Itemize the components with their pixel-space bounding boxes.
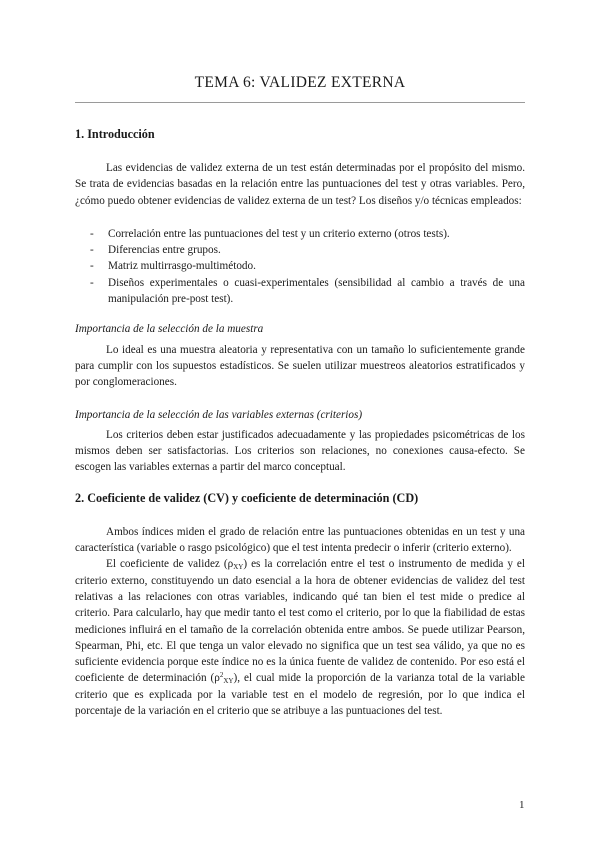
section-2-paragraph-2 — [75, 556, 525, 719]
text-run: ) es la correlación entre el test o instrumento de medida y el criterio externo, constituyendo un dato esencial a la hora de obtener evidencias de validez del test relativas a las relaciones con otras variables, indicando qué tan bien el test mide o predice al criterio. Para calcularlo, hay que medir tanto el test como el criterio, por lo que la fiabilidad de estas mediciones influirá en el tamaño de la correlación obtenida entre ambos. Se puede utilizar Pearson, Spearman, Phi, etc. El que tenga un valor elevado no significa que un test sea válido, ya que no es suficiente evidencia porque este índice no es la única fuente de validez de contenido. Por eso está el coeficiente de determinación ( — [75, 558, 526, 685]
list-item: - Matriz multirrasgo-multimétodo. — [75, 258, 525, 274]
page-number: 1 — [519, 799, 525, 811]
subscript: XY — [223, 677, 234, 686]
section-2-paragraph-1: Ambos índices miden el grado de relación entre las puntuaciones obtenidas en un test y una característica (variable o rasgo psicológico) que el test intenta predecir o inferir (criterio externo). — [75, 525, 525, 555]
list-item: - Diseños experimentales o cuasi-experimentales (sensibilidad al cambio a través de una manipulación pre-post test). — [75, 275, 525, 308]
sample-selection-subheading: Importancia de la selección de la muestra — [75, 323, 264, 336]
text-run: ), el cual mide la proporción de la varianza total de la variable criterio que es explicada por la variable test en el modelo de regresión, por lo que indica el porcentaje de la variación en el criterio que se atribuye a las puntuaciones del test. — [75, 672, 525, 718]
superscript: 2 — [219, 671, 224, 680]
criteria-selection-subheading: Importancia de la selección de las variables externas (criterios) — [75, 408, 363, 421]
rho-symbol: ρ — [227, 558, 234, 571]
criteria-selection-paragraph: Los criterios deben estar justificados adecuadamente y las propiedades psicométricas de los mismos deben ser satisfactorias. Los criterios son relaciones, no conexiones causa-efecto. Se escogen las variables externas a partir del marco conceptual. — [75, 428, 525, 474]
page-title: TEMA 6: VALIDEZ EXTERNA — [194, 74, 406, 91]
list-item: - Correlación entre las puntuaciones del test y un criterio externo (otros tests). — [75, 226, 525, 242]
section-1-heading: 1. Introducción — [75, 127, 155, 141]
title-divider — [75, 102, 525, 103]
list-item: - Diferencias entre grupos. — [75, 242, 525, 258]
section-2-heading: 2. Coeficiente de validez (CV) y coeficiente de determinación (CD) — [75, 490, 419, 505]
subscript: XY — [233, 563, 244, 572]
page-content — [75, 126, 525, 719]
techniques-list — [75, 226, 525, 307]
rho-symbol: ρ — [214, 672, 220, 685]
section-1-intro-paragraph: Las evidencias de validez externa de un test están determinadas por el propósito del mismo. Se trata de evidencias basadas en la relación entre las puntuaciones del test y otras variables. Pero, ¿cómo puedo obtener evidencias de validez externa de un test? Los diseños y/o técnicas empleados: — [75, 162, 525, 207]
text-run: El coeficiente de validez ( — [106, 558, 228, 571]
sample-selection-paragraph: Lo ideal es una muestra aleatoria y representativa con un tamaño lo suficientemente grande para cumplir con los supuestos estadísticos. Se suelen utilizar muestreos aleatorios estratificados y por conglomeraciones. — [75, 343, 525, 389]
